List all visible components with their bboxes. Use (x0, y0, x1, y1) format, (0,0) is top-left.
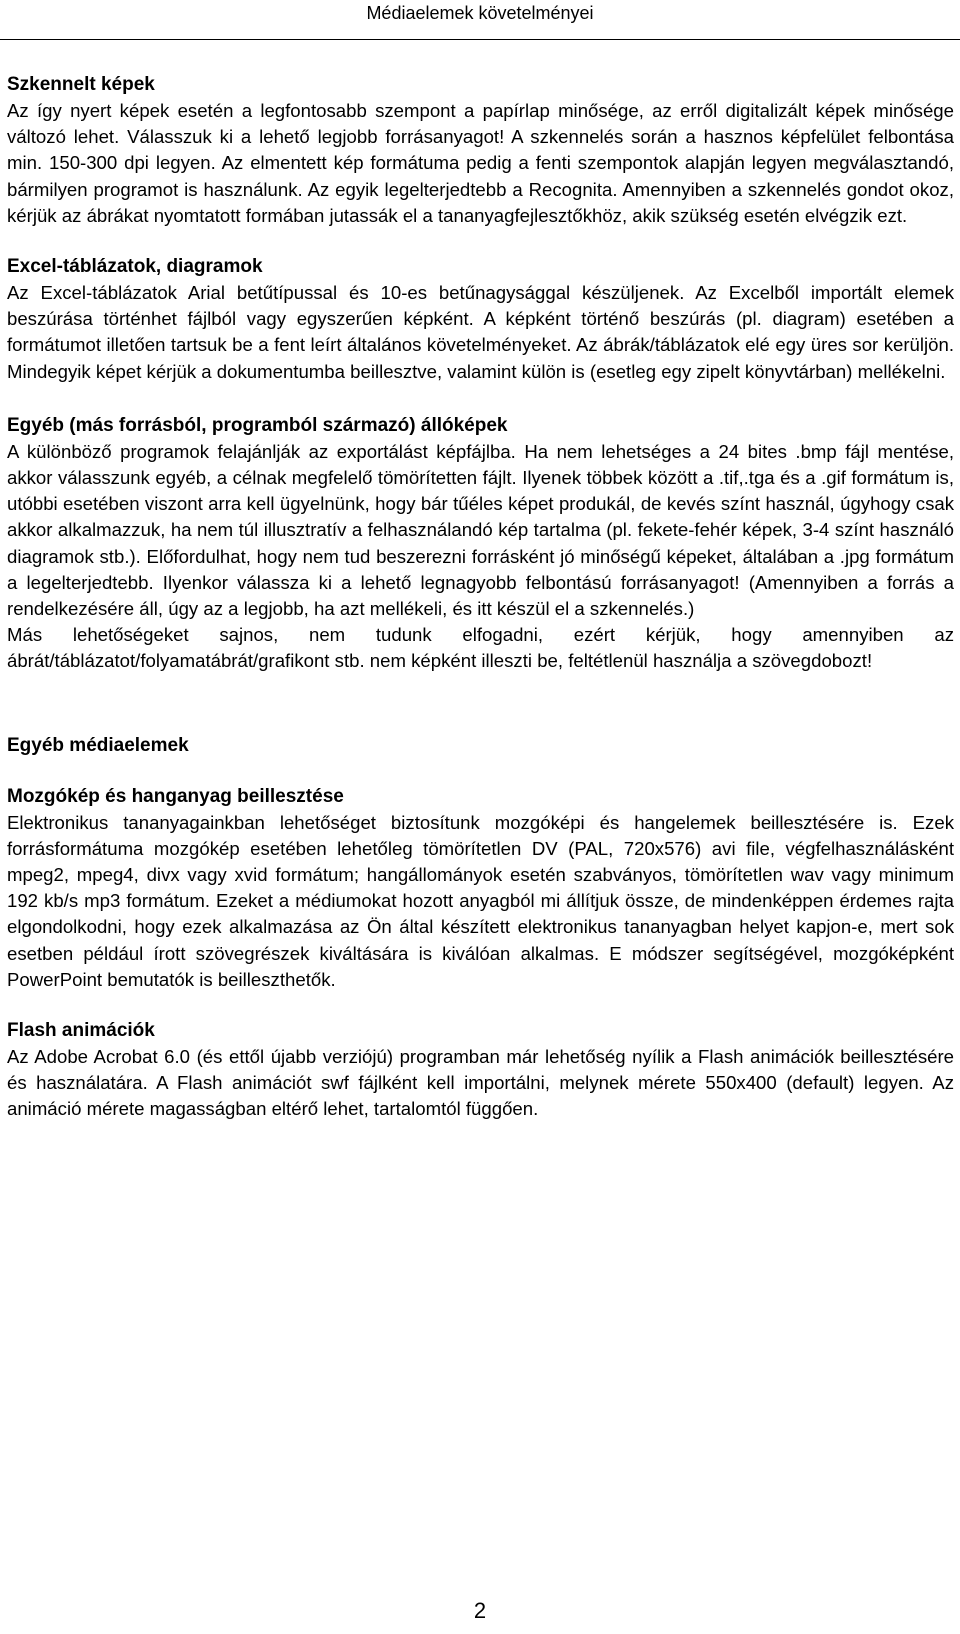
section-paragraph: Az Adobe Acrobat 6.0 (és ettől újabb verziójú) programban már lehetőség nyílik a Flash animációk beillesztésére és használatára. A Flash animációt swf fájlként kell importálni, melynek mérete 550x400 (default) legyen. Az animáció mérete magasságban eltérő lehet, tartalomtól függően. (7, 1046, 954, 1120)
section-paragraph: A különböző programok felajánlják az exportálást képfájlba. Ha nem lehetséges a 24 bites .bmp fájl mentése, akkor válasszunk egyéb, a célnak megfelelő tömörítetten fájlt. Ilyenek többek között a .tif,.tga és a .gif formátum is, utóbbi esetében viszont arra kell ügyelnünk, hogy bár tűéles képet produkál, de kevés színt használ, úgyhogy csak akkor alkalmazzuk, ha nem túl illusztratív a felhasználandó kép tartalma (pl. fekete-fehér képek, 3-4 színt használó diagramok stb.). Előfordulhat, hogy nem tud beszerezni forrásként jó minőségű képeket, általában a .jpg formátum a legelterjedtebb. Ilyenkor válassza ki a lehető legnagyobb felbontású forrásanyagot! (Amennyiben a forrás a rendelkezésére áll, úgy az a legjobb, ha azt mellékeli, és itt készül el a szkennelés.) (7, 440, 954, 620)
section-heading: Egyéb (más forrásból, programból származó) állóképek (7, 414, 508, 436)
section-paragraph: Más lehetőségeket sajnos, nem tudunk elfogadni, ezért kérjük, hogy amennyiben az ábrát/táblázatot/folyamatábrát/grafikont stb. nem képként illeszti be, feltétlenül használja a szövegdobozt! (7, 624, 954, 672)
section-flash-animations (7, 1018, 954, 1123)
section-paragraph: Az Excel-táblázatok Arial betűtípussal és 10-es betűnagysággal készüljenek. Az Excelből importált elemek beszúrása történhet fájlból vagy egyszerűen képként. A képként történő beszúrás (pl. diagram) esetében a formátumot illetően tartsuk be a fent leírt általános követelményeket. Az ábrák/táblázatok elé egy üres sor kerüljön. Mindegyik képet kérjük a dokumentumba beillesztve, valamint külön is (esetleg egy zipelt könyvtárban) mellékelni. (7, 282, 954, 382)
section-other-still-images (7, 413, 954, 675)
section-heading: Mozgókép és hanganyag beillesztése (7, 785, 344, 807)
section-paragraph: Elektronikus tananyagainkban lehetőséget biztosítunk mozgóképi és hangelemek beillesztésére is. Ezek forrásformátuma mozgókép esetében lehetőleg tömörítetlen DV (PAL, 720x576) avi file, végfelhasználásként mpeg2, mpeg4, divx vagy xvid formátum; hangállományok esetén szabványos, tömörítetlen wav vagy minimum 192 kb/s mp3 formátum. Ezeket a médiumokat hozott anyagból mi állítjuk össze, de mindenképpen érdemes rajta elgondolkodni, hogy ezek alkalmazása az Ön által készített elektronikus tananyagban helyet kapjon-e, mert sok esetben például írott szövegrészek kiváltására is kiválóan alkalmas. E módszer segítségével, mozgóképként PowerPoint bemutatók is beilleszthetők. (7, 811, 954, 990)
header-title: Médiaelemek követelményei (366, 3, 594, 23)
section-heading: Egyéb médiaelemek (7, 734, 189, 756)
document-body (7, 72, 954, 1123)
section-heading: Excel-táblázatok, diagramok (7, 256, 263, 278)
page-number (0, 1598, 960, 1624)
section-heading: Szkennelt képek (7, 74, 155, 95)
page-number-text: 2 (473, 1598, 487, 1623)
section-heading: Flash animációk (7, 1020, 155, 1042)
section-other-media (7, 733, 954, 759)
section-paragraph: Az így nyert képek esetén a legfontosabb szempont a papírlap minősége, az erről digitalizált képek minősége változó lehet. Válasszuk ki a lehető legjobb forrásanyagot! A szkennelés során a hasznos képfelület felbontása min. 150-300 dpi legyen. Az elmentett kép formátuma pedig a fenti szempontok alapján legyen megválasztandó, bármilyen programot is használunk. Az egyik legelterjedtebb a Recognita. Amennyiben a szkennelés gondot okoz, kérjük az ábrákat nyomtatott formában jutassák el a tananyagfejlesztőkhöz, akik szükség esetén elvégzik ezt. (7, 100, 954, 226)
section-scanned-images (7, 72, 954, 229)
page-header (0, 0, 960, 40)
section-video-audio (7, 784, 954, 993)
section-excel-tables (7, 254, 954, 385)
